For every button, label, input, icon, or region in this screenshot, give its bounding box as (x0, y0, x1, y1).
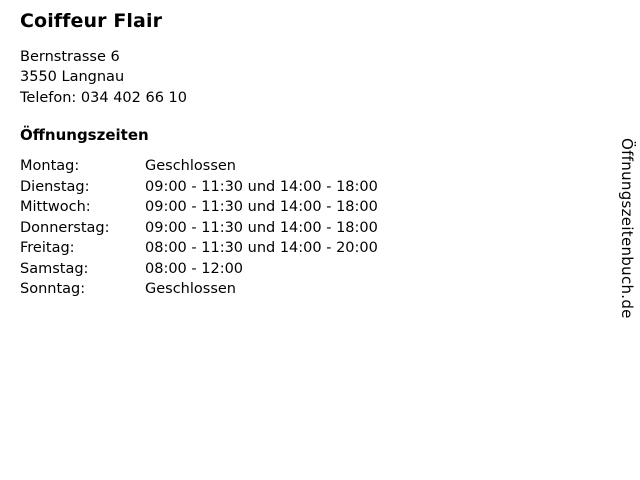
day-label: Mittwoch: (20, 199, 91, 216)
day-label: Sonntag: (20, 281, 86, 298)
address-block (20, 47, 580, 109)
day-hours: Geschlossen (145, 158, 236, 175)
opening-hours-table (20, 158, 378, 302)
day-hours: 09:00 - 11:30 und 14:00 - 18:00 (145, 199, 378, 216)
day-hours: Geschlossen (145, 281, 236, 298)
table-row (20, 261, 378, 282)
opening-hours-heading: Öffnungszeiten (20, 126, 149, 145)
page-title: Coiffeur Flair (20, 10, 163, 32)
table-row (20, 179, 378, 200)
table-row (20, 281, 378, 302)
address-line-city: 3550 Langnau (20, 69, 125, 86)
day-hours: 09:00 - 11:30 und 14:00 - 18:00 (145, 219, 378, 236)
table-row (20, 220, 378, 241)
day-hours: 08:00 - 12:00 (145, 260, 244, 277)
table-row (20, 240, 378, 261)
table-row (20, 158, 378, 179)
day-label: Montag: (20, 158, 80, 175)
table-row (20, 199, 378, 220)
day-hours: 08:00 - 11:30 und 14:00 - 20:00 (145, 240, 378, 257)
watermark-label: Öffnungszeitenbuch.de (618, 138, 636, 319)
address-line-street: Bernstrasse 6 (20, 48, 120, 65)
business-info-block (20, 10, 580, 302)
day-label: Donnerstag: (20, 219, 110, 236)
day-label: Freitag: (20, 240, 75, 257)
address-line-phone: Telefon: 034 402 66 10 (20, 89, 188, 106)
day-label: Dienstag: (20, 178, 90, 195)
day-hours: 09:00 - 11:30 und 14:00 - 18:00 (145, 178, 378, 195)
day-label: Samstag: (20, 260, 89, 277)
